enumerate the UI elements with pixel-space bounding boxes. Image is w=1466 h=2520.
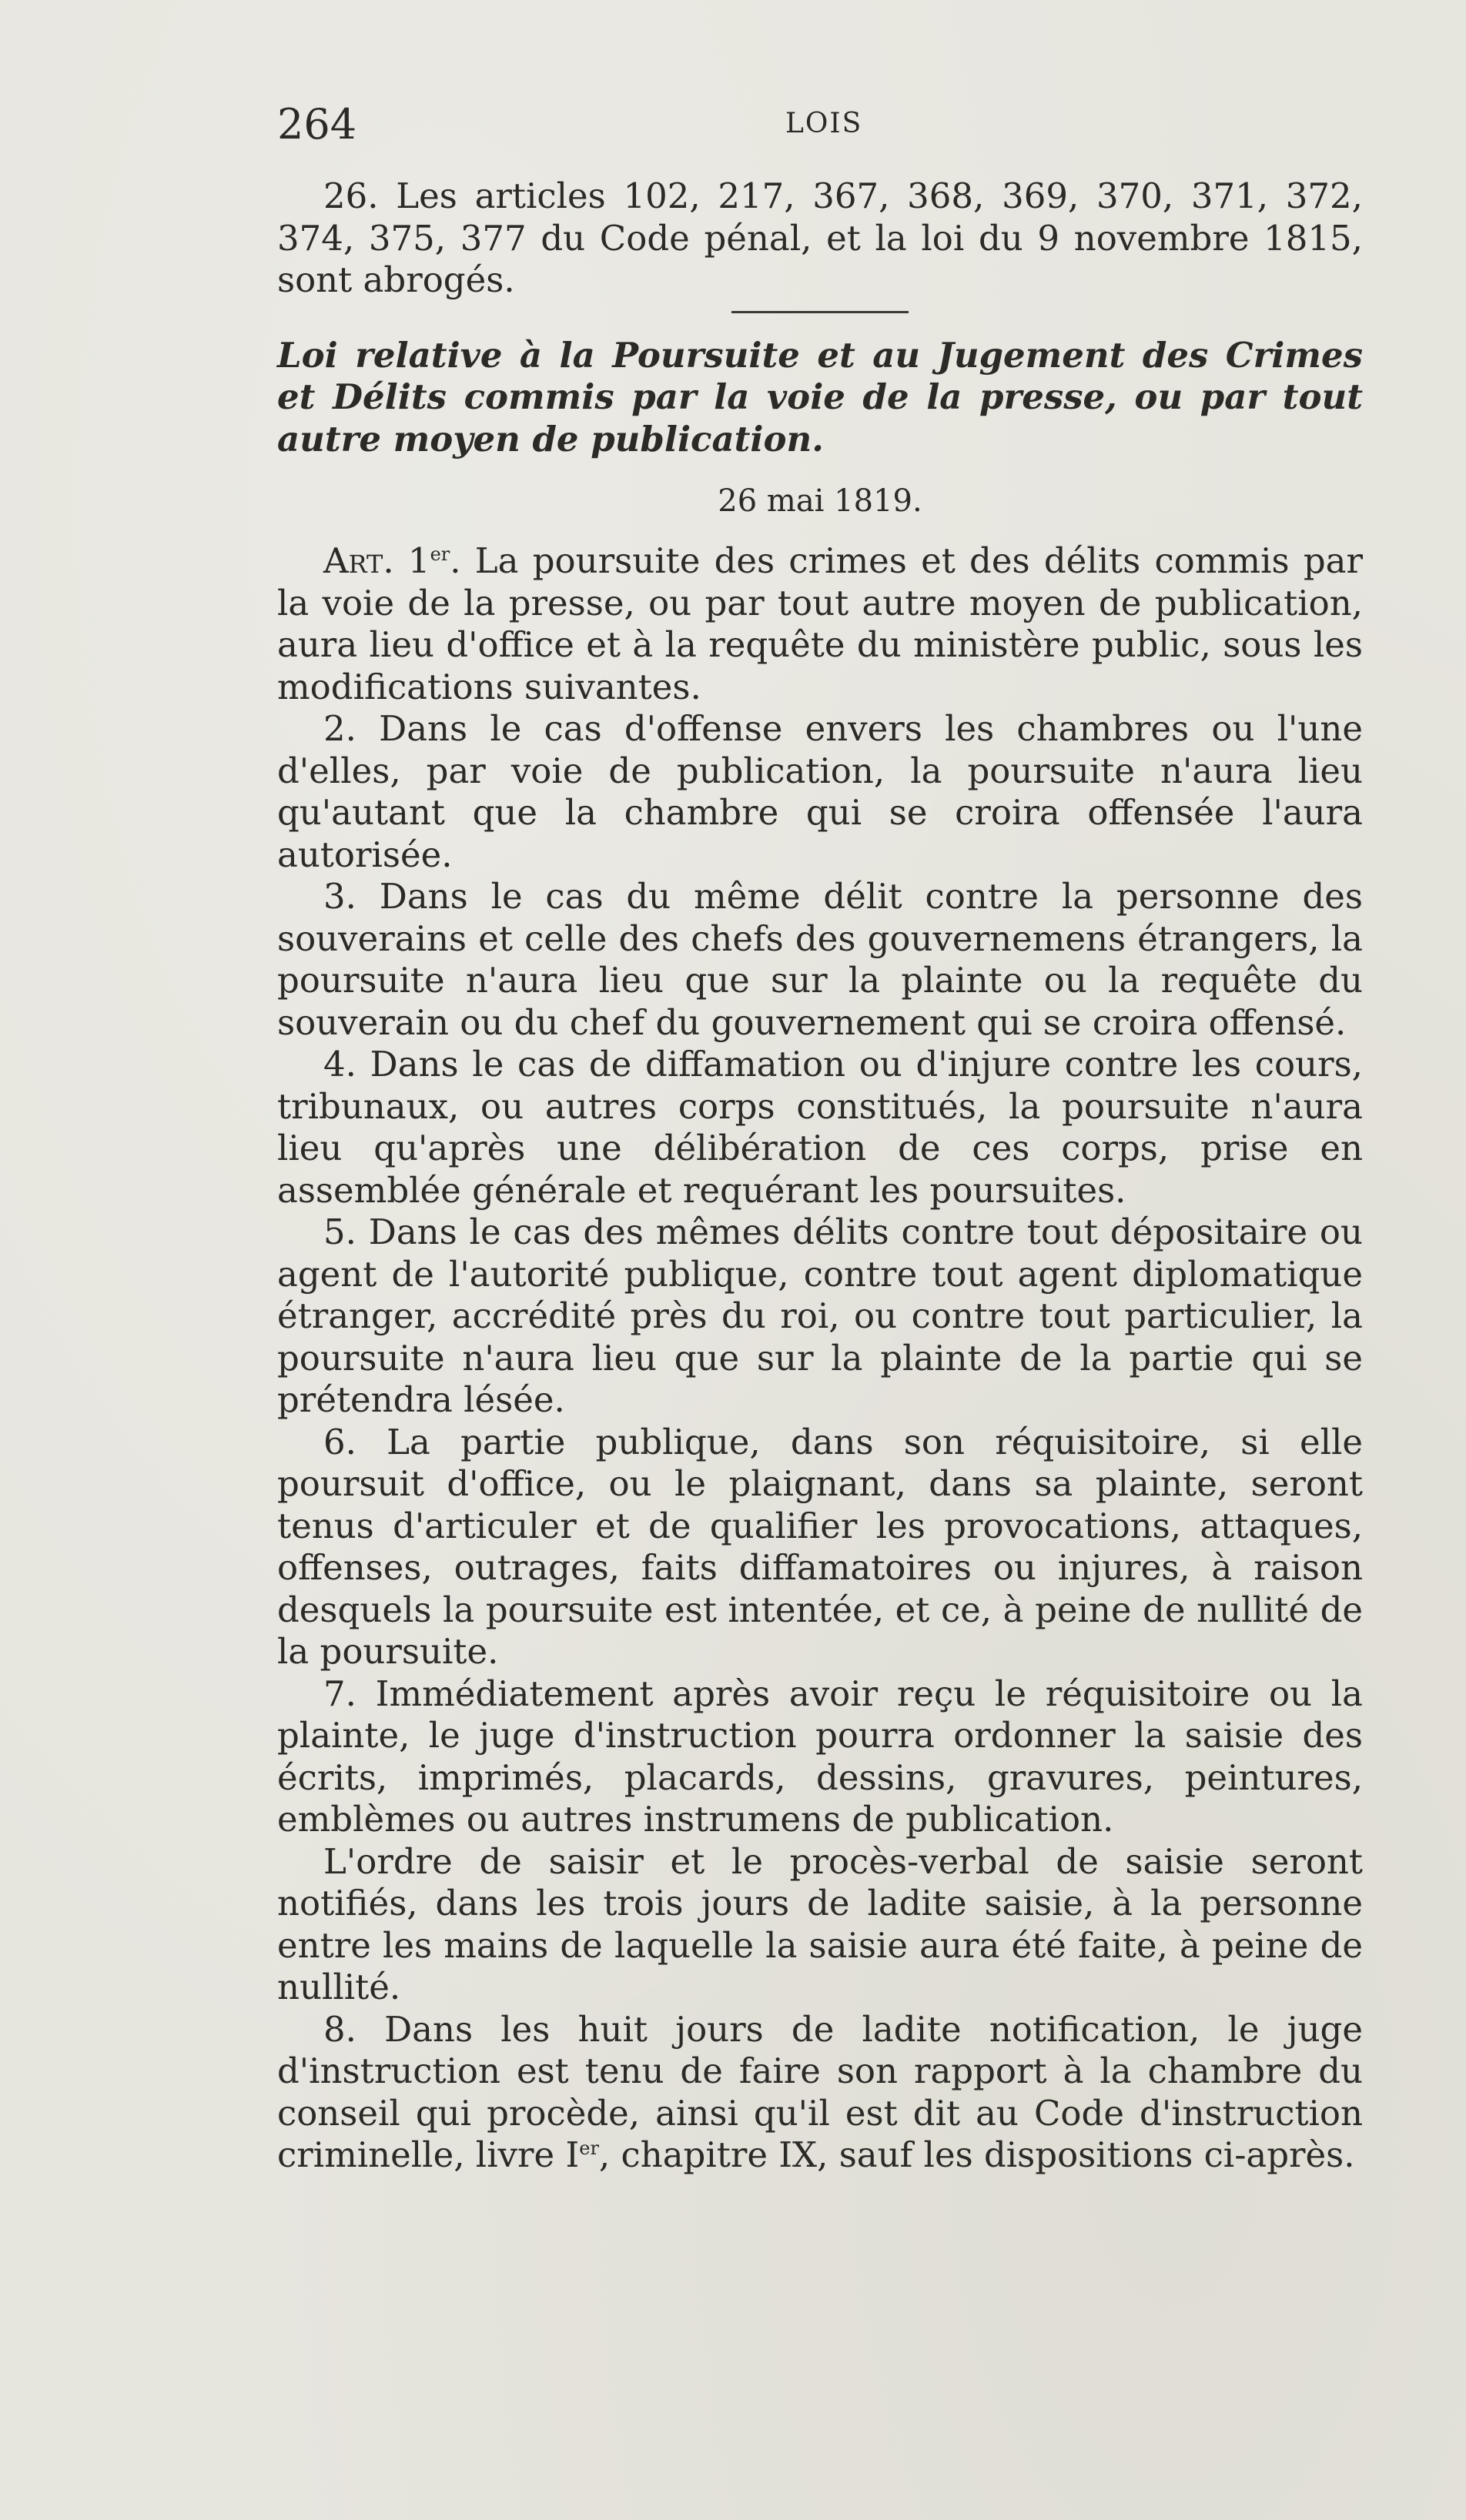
article-5: 5. Dans le cas des mêmes délits contre tout dépositaire ou agent de l'autorité publique, contre tout agent diplomatique étranger, accrédité près du roi, ou contre tout particulier, la poursuite n'aura lieu que sur la plainte de la partie qui se prétendra lésée. (277, 1212, 1363, 1420)
running-head: LOIS (785, 108, 863, 139)
article-8-text-b: , chapitre IX, sauf les dispositions ci-après. (598, 2134, 1355, 2175)
law-title: Loi relative à la Poursuite et au Jugement des Crimes et Délits commis par la voie de la presse, ou par tout autre moyen de publication. (277, 334, 1363, 460)
text-column (277, 100, 1363, 2177)
article-1 (277, 540, 1363, 708)
article-7-paragraph-2: L'ordre de saisir et le procès-verbal de saisie seront notifiés, dans les trois jours de ladite saisie, à la personne entre les mains de laquelle la saisie aura été faite, à peine de nullité. (277, 1840, 1363, 2007)
article-1-label: Art. 1 (323, 540, 430, 581)
article-8-text-a: 8. Dans les huit jours de ladite notification, le juge d'instruction est tenu de faire son rapport à la chambre du conseil qui procède, ainsi qu'il est dit au Code d'instruction criminelle, livre I (277, 2008, 1363, 2175)
article-3: 3. Dans le cas du même délit contre la personne des souverains et celle des chefs des gouvernemens étrangers, la poursuite n'aura lieu que sur la plainte ou la requête du souverain ou du chef du gouvernement qui se croira offensé. (277, 876, 1363, 1043)
article-6: 6. La partie publique, dans son réquisitoire, si elle poursuit d'office, ou le plaignant, dans sa plainte, seront tenus d'articuler et de qualifier les provocations, attaques, offenses, outrages, faits diffamatoires ou injures, à raison desquels la poursuite est intentée, et ce, à peine de nullité de la poursuite. (277, 1421, 1363, 1672)
page-header (277, 100, 1363, 162)
article-1-text: . La poursuite des crimes et des délits commis par la voie de la presse, ou par tout autre moyen de publication, aura lieu d'office et à la requête du ministère public, sous les modifications suivantes. (277, 540, 1363, 707)
page-number: 264 (277, 100, 357, 149)
law-date: 26 mai 1819. (718, 483, 922, 519)
article-2: 2. Dans le cas d'offense envers les chambres ou l'une d'elles, par voie de publication, la poursuite n'aura lieu qu'autant que la chambre qui se croira offensée l'aura autorisée. (277, 708, 1363, 875)
article-4: 4. Dans le cas de diffamation ou d'injure contre les cours, tribunaux, ou autres corps constitués, la poursuite n'aura lieu qu'après une délibération de ces corps, prise en assemblée générale et requérant les poursuites. (277, 1044, 1363, 1211)
article-7: 7. Immédiatement après avoir reçu le réquisitoire ou la plainte, le juge d'instruction pourra ordonner la saisie des écrits, imprimés, placards, dessins, gravures, peintures, emblèmes ou autres instrumens de publication. (277, 1673, 1363, 1840)
article-1-sup: er (430, 543, 450, 565)
article-8 (277, 2009, 1363, 2177)
article-26: 26. Les articles 102, 217, 367, 368, 369, 370, 371, 372, 374, 375, 377 du Code pénal, et la loi du 9 novembre 1815, sont abrogés. (277, 175, 1363, 300)
article-8-sup: er (579, 2137, 599, 2159)
section-divider (731, 311, 909, 313)
